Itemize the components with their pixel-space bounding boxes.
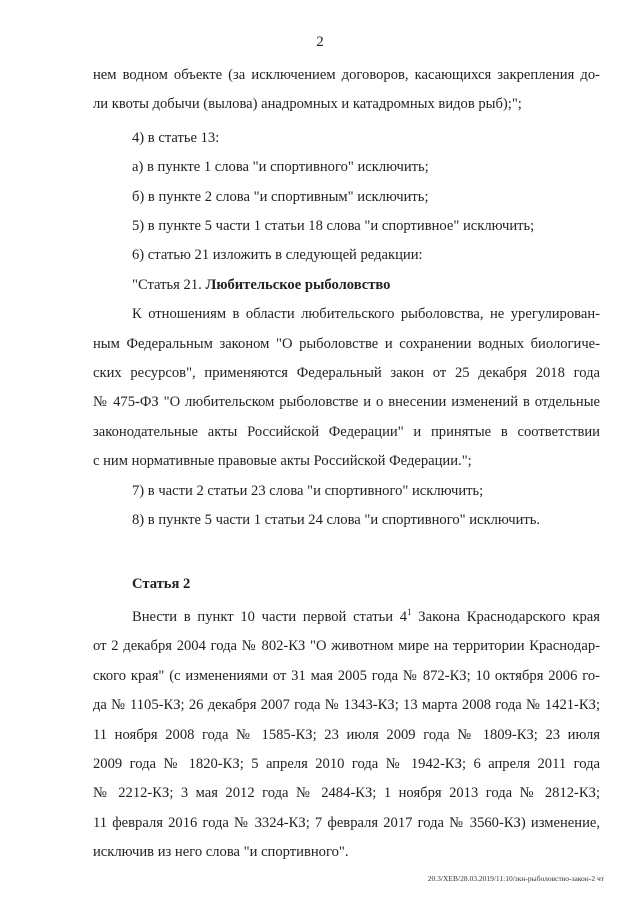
text-line: ского края" (с изменениями от 31 мая 2005 года № 872-КЗ; 10 октября 2006 го- [93,667,600,684]
text-line: нем водном объекте (за исключением договоров, касающихся закрепления до- [93,67,600,83]
list-item: 4) в статье 13: [132,129,220,146]
text-line: ным Федеральным законом "О рыболовстве и сохранении водных биологиче- [93,335,600,352]
document-body [93,61,600,868]
footer-code: 20.3/ХЕВ/28.03.2019/11:10/зкн-рыболовство-закон-2 чт [427,874,604,883]
text-line: ли квоты добычи (вылова) анадромных и катадромных видов рыб);"; [93,96,522,113]
text-line: 2009 года № 1820-КЗ; 5 апреля 2010 года № 1942-КЗ; 6 апреля 2011 года [93,755,600,772]
text-line: с ним нормативные правовые акты Российской Федерации."; [93,453,472,470]
list-item: 5) в пункте 5 части 1 статьи 18 слова "и спортивное" исключить; [132,218,535,235]
list-item: б) в пункте 2 слова "и спортивным" исключить; [132,188,429,205]
list-item: 8) в пункте 5 части 1 статьи 24 слова "и спортивного" исключить. [132,512,541,529]
page-number: 2 [316,34,324,50]
text-line: 11 февраля 2016 года № 3324-КЗ; 7 февраля 2017 года № 3560-КЗ) изменение, [93,814,600,831]
article-2-heading: Статья 2 [132,575,191,592]
article-21-title: "Статья 21. Любительское рыболовство [132,276,391,293]
text-line: Внести в пункт 10 части первой статьи $4^1$ Закона Краснодарского края [132,607,600,625]
text-line: № 2212-КЗ; 3 мая 2012 года № 2484-КЗ; 1 ноября 2013 года № 2812-КЗ; [93,785,600,802]
list-item: 7) в части 2 статьи 23 слова "и спортивного" исключить; [132,482,484,499]
text-line: законодательные акты Российской Федерации" и принятые в соответствии [93,423,600,440]
text-line: исключив из него слова "и спортивного". [93,844,349,861]
text-line: ских ресурсов", применяются Федеральный закон от 25 декабря 2018 года [93,365,600,382]
text-line: 11 ноября 2008 года № 1585-КЗ; 23 июля 2009 года № 1809-КЗ; 23 июля [93,726,600,743]
text-line: да № 1105-КЗ; 26 декабря 2007 года № 1343-КЗ; 13 марта 2008 года № 1421-КЗ; [93,697,600,714]
text-line: № 475-ФЗ "О любительском рыболовстве и о внесении изменений в отдельные [93,394,600,411]
list-item: 6) статью 21 изложить в следующей редакции: [132,247,423,264]
text-line: от 2 декабря 2004 года № 802-КЗ "О животном мире на территории Краснодар- [93,638,600,655]
text-line: К отношениям в области любительского рыболовства, не урегулирован- [132,306,600,323]
list-item: а) в пункте 1 слова "и спортивного" исключить; [132,159,429,176]
